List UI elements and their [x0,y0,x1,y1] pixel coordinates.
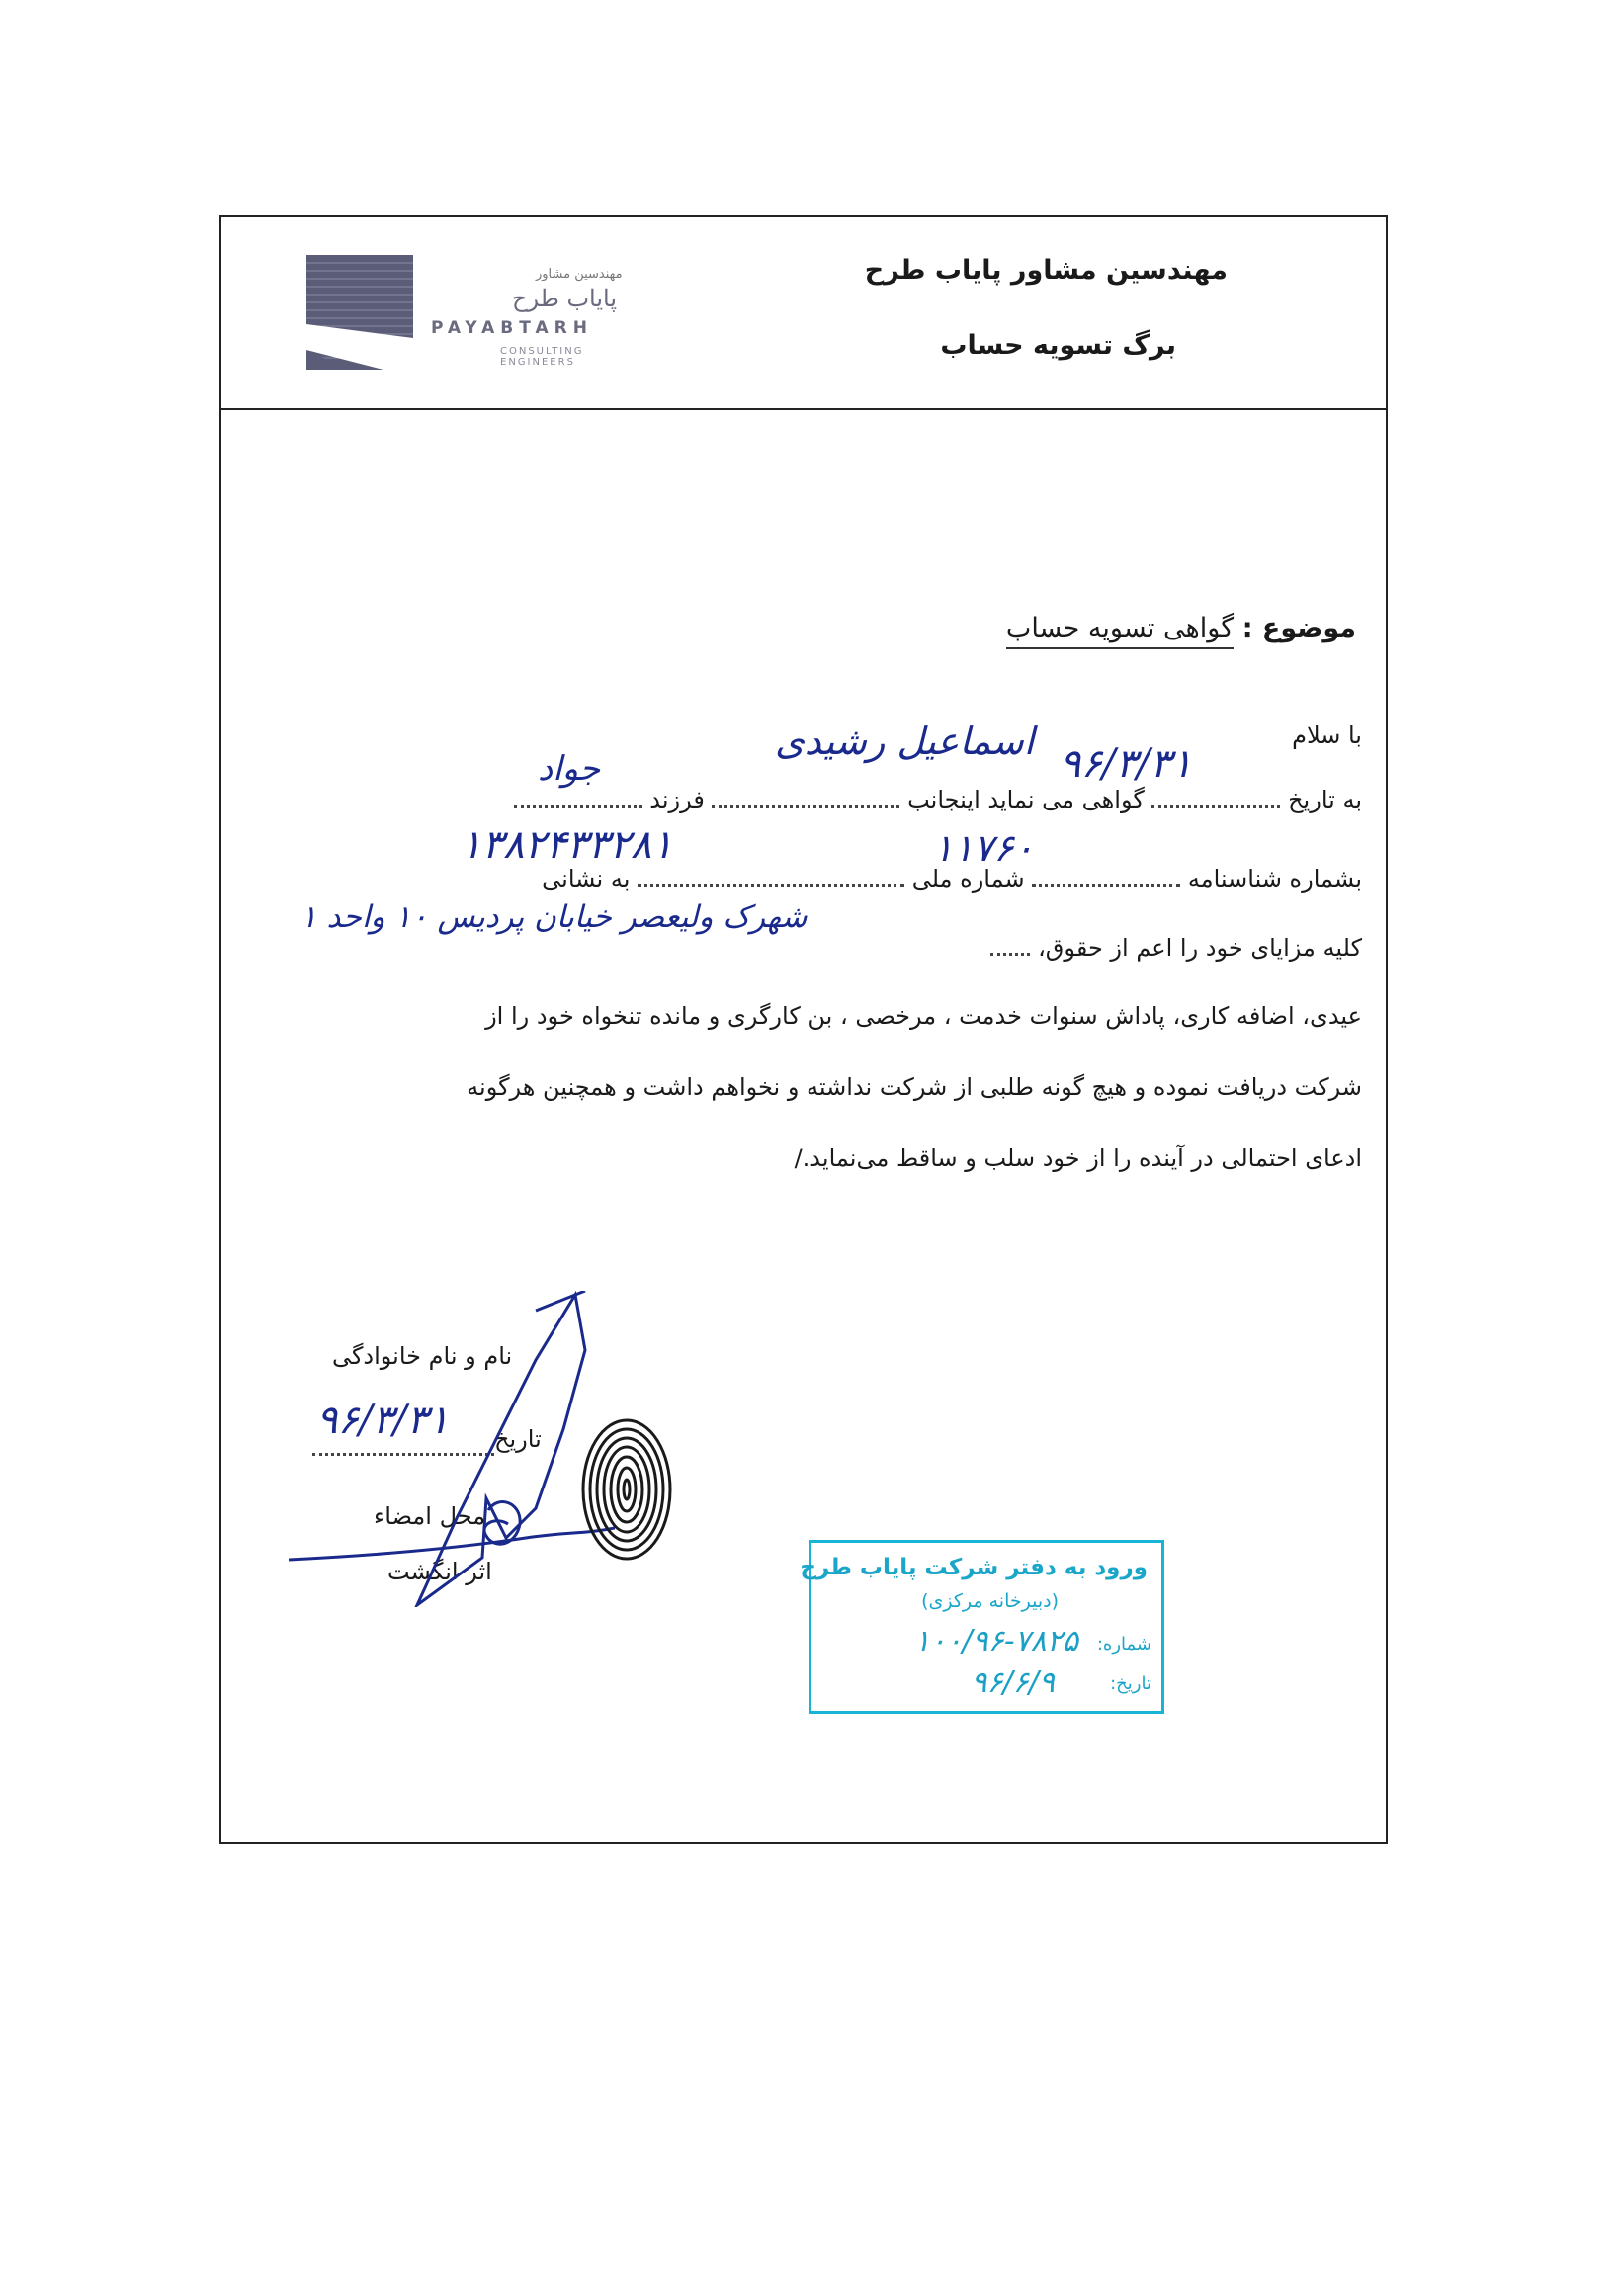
paragraph-line-5: شرکت دریافت نموده و هیچ گونه طلبی از شرکت نداشته و نخواهم داشت و همچنین هرگونه [467,1073,1362,1101]
logo-en: PAYABTARH [431,318,593,338]
handwritten-name: اسماعیل رشیدی [775,720,1035,763]
paragraph-line-4: عیدی، اضافه کاری، پاداش سنوات خدمت ، مرخصی ، بن کارگری و مانده تنخواه خود را از [485,1002,1362,1030]
stamp-date-label: تاریخ: [1110,1673,1151,1694]
stamp-number: ۱۰۰/۹۶-۷۸۲۵ [914,1624,1078,1658]
handwritten-father-name: جواد [538,749,601,789]
letterhead [221,217,1386,410]
id-number-field [1032,862,1180,887]
name-label: نام و نام خانوادگی [332,1342,513,1370]
handwritten-id-number: ۱۱۷۶۰ [933,826,1035,870]
form-title: برگ تسویه حساب [940,330,1176,361]
line1-text-3: فرزند [649,786,705,813]
stamp-date: ۹۶/۶/۹ [971,1665,1055,1700]
stamp-subtitle: (دبیرخانه مرکزی) [921,1590,1059,1612]
line-id-numbers [304,862,1362,901]
line3-text-1: کلیه مزایای خود را اعم از حقوق، [1038,934,1362,962]
logo-fa: پایاب طرح [512,285,618,312]
stamp-title: ورود به دفتر شرکت پایاب طرح [800,1555,1148,1580]
handwritten-national-code: ۱۳۸۲۴۳۳۲۸۱ [461,822,673,868]
stamp-number-label: شماره: [1096,1634,1151,1655]
name-field [712,783,899,808]
line1-text-2: گواهی می نماید اینجانب [907,786,1145,813]
logo-mark-icon [306,255,413,370]
line2-text-2: شماره ملی [911,865,1025,893]
subject-value: گواهی تسویه حساب [1006,613,1234,649]
line-date-name [304,783,1362,822]
handwritten-address: شهرک ولیعصر خیابان پردیس ۱۰ واحد ۱ [300,899,808,935]
national-code-field [638,862,904,887]
handwritten-date: ۹۶/۳/۳۱ [1060,741,1193,787]
company-name: مهندسین مشاور پایاب طرح [864,255,1228,286]
fingerprint-icon [579,1415,674,1564]
subject-label: موضوع : [1241,613,1356,643]
logo-subtitle: CONSULTING ENGINEERS [500,346,584,368]
line2-text-3: به نشانی [542,865,631,893]
subject-line [1006,613,1356,643]
line-address [304,931,1362,971]
fingerprint-label: اثر انگشت [387,1558,492,1585]
handwritten-signature-date: ۹۶/۳/۳۱ [316,1398,450,1443]
paragraph-line-6: ادعای احتمالی در آینده را از خود سلب و ساقط می‌نماید./ [794,1145,1362,1172]
line1-text-1: به تاریخ [1288,786,1362,813]
company-logo [306,255,662,374]
logo-fa-small: مهندسین مشاور [536,267,623,282]
greeting: با سلام [1292,722,1362,749]
address-field [990,931,1030,956]
signature-place-label: محل امضاء [374,1502,486,1530]
handwritten-signature-icon [289,1291,615,1607]
registry-stamp [800,1540,1164,1714]
date-label: تاریخ [494,1425,542,1453]
line2-text-1: بشماره شناسنامه [1187,865,1362,893]
